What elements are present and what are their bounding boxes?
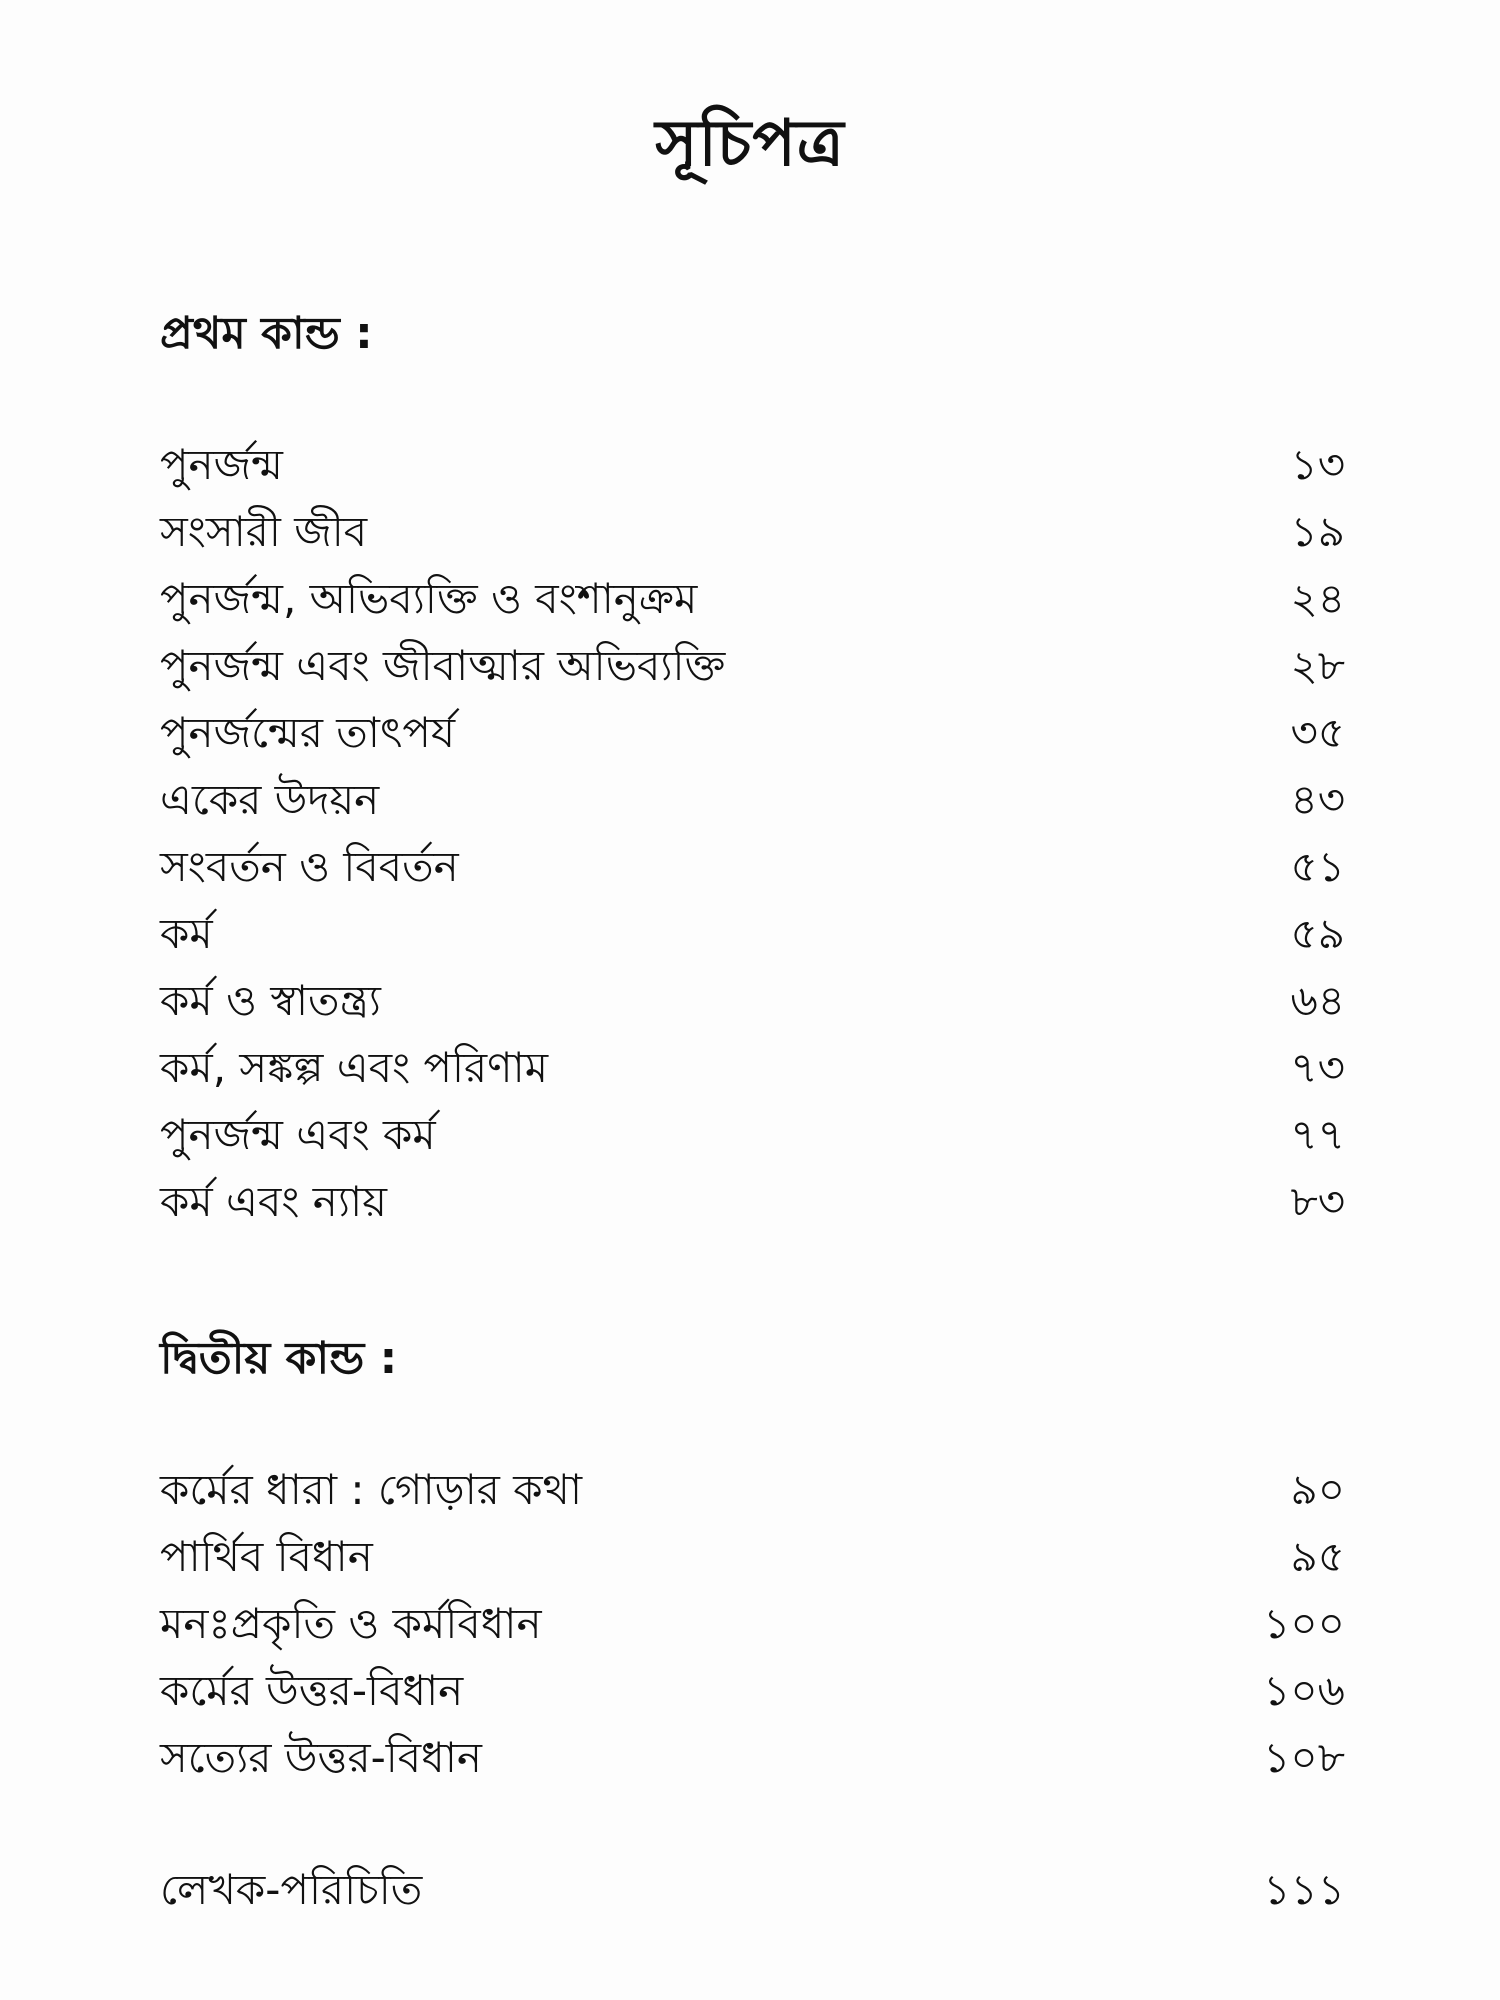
toc-entry-page: ৪৩	[1290, 775, 1345, 824]
toc-entry-title: পার্থিব বিধান	[160, 1532, 373, 1581]
toc-entry-page: ২৪	[1290, 574, 1345, 623]
toc-entry-page: ৭৩	[1290, 1043, 1345, 1092]
section-heading-second: দ্বিতীয় কান্ড :	[160, 1333, 398, 1384]
toc-entry	[160, 569, 1345, 629]
toc-entry	[160, 971, 1345, 1031]
toc-entry-page: ৯০	[1290, 1465, 1345, 1514]
toc-entry	[160, 904, 1345, 964]
toc-entry-page: ১৩	[1290, 440, 1345, 489]
toc-entry	[160, 837, 1345, 897]
toc-entry	[160, 636, 1345, 696]
toc-entry	[160, 703, 1345, 763]
toc-entry-title: কর্ম এবং ন্যায়	[160, 1177, 387, 1226]
toc-entry-page: ৫৯	[1290, 909, 1345, 958]
toc-entry	[160, 1172, 1345, 1232]
toc-entry-title: লেখক-পরিচিতি	[160, 1865, 423, 1914]
toc-entry-title: পুনর্জন্ম, অভিব্যক্তি ও বংশানুক্রম	[160, 574, 698, 623]
toc-entry-title: কর্ম ও স্বাতন্ত্র্য	[160, 976, 381, 1025]
toc-entry-page: ১৯	[1290, 507, 1345, 556]
toc-entry	[160, 1728, 1345, 1788]
toc-entry	[160, 1105, 1345, 1165]
toc-entry-title: কর্ম	[160, 909, 213, 958]
toc-entry-page: ১০০	[1263, 1599, 1345, 1648]
toc-entry-page: ৭৭	[1290, 1110, 1345, 1159]
toc-entry	[160, 502, 1345, 562]
toc-entry-title: মনঃপ্রকৃতি ও কর্মবিধান	[160, 1599, 542, 1648]
toc-entry-title: পুনর্জন্ম	[160, 440, 283, 489]
toc-entry	[160, 1527, 1345, 1587]
toc-entry-title: সত্যের উত্তর-বিধান	[160, 1733, 482, 1782]
toc-entry-page: ৯৫	[1290, 1532, 1345, 1581]
toc-entry-page: ৫১	[1290, 842, 1345, 891]
toc-entry-title: পুনর্জন্ম এবং জীবাত্মার অভিব্যক্তি	[160, 641, 726, 690]
toc-entry-title: পুনর্জন্ম এবং কর্ম	[160, 1110, 436, 1159]
toc-entry-title: পুনর্জন্মের তাৎপর্য	[160, 708, 456, 757]
toc-entry-page: ৬৪	[1290, 976, 1345, 1025]
toc-entry-title: কর্ম, সঙ্কল্প এবং পরিণাম	[160, 1043, 549, 1092]
toc-entry-title: সংবর্তন ও বিবর্তন	[160, 842, 459, 891]
toc-entry-page: ৩৫	[1290, 708, 1345, 757]
toc-entry-page: ১১১	[1263, 1865, 1345, 1914]
toc-entry-title: কর্মের ধারা : গোড়ার কথা	[160, 1465, 583, 1514]
toc-entry-title: কর্মের উত্তর-বিধান	[160, 1666, 464, 1715]
toc-entry-author	[160, 1860, 1345, 1920]
toc-entry	[160, 1661, 1345, 1721]
page-title: সূচিপত্র	[655, 107, 845, 181]
toc-entry	[160, 770, 1345, 830]
section-heading-first: প্রথম কান্ড :	[160, 308, 373, 359]
toc-entry	[160, 1460, 1345, 1520]
toc-entry	[160, 435, 1345, 495]
toc-entry-page: ২৮	[1290, 641, 1345, 690]
toc-entry-page: ১০৮	[1263, 1733, 1345, 1782]
toc-entry	[160, 1038, 1345, 1098]
toc-entry-title: সংসারী জীব	[160, 507, 368, 556]
toc-entry-title: একের উদয়ন	[160, 775, 380, 824]
toc-entry-page: ১০৬	[1263, 1666, 1345, 1715]
toc-entry-page: ৮৩	[1290, 1177, 1345, 1226]
toc-entry	[160, 1594, 1345, 1654]
